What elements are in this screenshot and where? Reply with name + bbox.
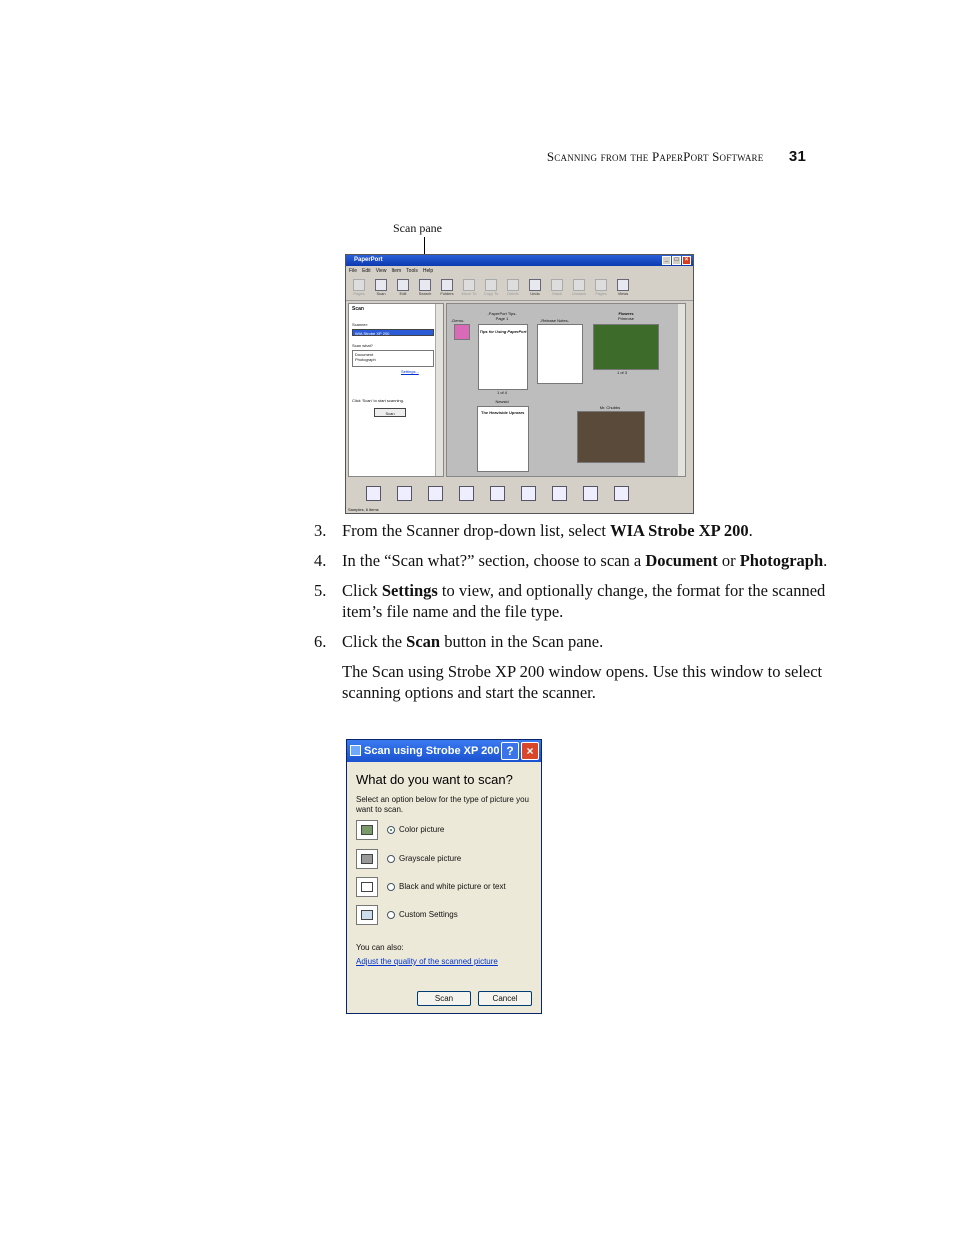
option-color[interactable] [356, 820, 536, 842]
custom-label: Custom Settings [399, 910, 458, 919]
search-icon [419, 279, 431, 291]
text-app-icon[interactable] [459, 486, 474, 501]
menu-file[interactable]: File [349, 268, 358, 274]
folder-icon [441, 279, 453, 291]
tips-thumbnail[interactable] [478, 324, 528, 390]
toolbar-scan[interactable]: Scan [373, 277, 389, 299]
toolbar-undo[interactable]: Undo [527, 277, 543, 299]
paperport-window [345, 254, 694, 514]
status-bar: Samples, 6 items [348, 507, 379, 512]
steps-list [314, 520, 834, 703]
scan-pane [348, 303, 444, 477]
browser-app-icon[interactable] [490, 486, 505, 501]
toolbar-folders[interactable]: Folders [439, 277, 455, 299]
scan-hint: Click 'Scan' to start scanning. [352, 398, 404, 403]
close-icon[interactable]: × [521, 742, 539, 760]
delete-icon [507, 279, 519, 291]
ftp-app-icon[interactable] [521, 486, 536, 501]
copy-icon [485, 279, 497, 291]
menu-bar [346, 267, 693, 276]
move-icon [463, 279, 475, 291]
menu-edit[interactable]: Edit [362, 268, 371, 274]
toolbar-pages-2[interactable]: Pages [593, 277, 609, 299]
edit-icon [397, 279, 409, 291]
stack-icon [551, 279, 563, 291]
dialog-heading: What do you want to scan? [356, 772, 513, 787]
toolbar-stack[interactable]: Stack [549, 277, 565, 299]
pane-scan-button[interactable]: Scan [374, 408, 406, 417]
adjust-quality-link[interactable]: Adjust the quality of the scanned picture [356, 957, 498, 966]
pages-icon [353, 279, 365, 291]
flowers-label: Flowers [618, 311, 634, 316]
tips-pager[interactable]: 1 of 4 [496, 390, 507, 395]
grayscale-label: Grayscale picture [399, 854, 462, 863]
grayscale-picture-icon [356, 849, 378, 869]
toolbar-delete[interactable]: Delete [505, 277, 521, 299]
section-title: Scanning from the PaperPort Software [546, 149, 764, 164]
desktop-scrollbar[interactable] [678, 304, 685, 476]
help-icon[interactable]: ? [501, 742, 519, 760]
tips-doc-title: Tips for Using PaperPort [479, 329, 527, 334]
step-5: 5. Click Settings to view, and optionally change, the format for the scanned item’s file name and the file type. [314, 581, 826, 621]
demo-label: -Demo- [451, 318, 465, 323]
cancel-button[interactable]: Cancel [478, 991, 532, 1006]
toolbar-unstack[interactable]: Unstack [571, 277, 587, 299]
scan-what-list[interactable] [352, 350, 434, 367]
page-number: 31 [788, 148, 806, 165]
demo-thumbnail[interactable] [454, 324, 470, 340]
minimize-icon[interactable]: _ [662, 256, 671, 265]
scanner-app-icon [350, 745, 361, 756]
custom-settings-icon [356, 905, 378, 925]
pages-icon [595, 279, 607, 291]
menu-help[interactable]: Help [422, 268, 434, 274]
paperport-titlebar [346, 255, 693, 266]
unstack-icon [573, 279, 585, 291]
scanner-label: Scanner: [352, 322, 369, 327]
release-thumbnail[interactable] [537, 324, 583, 384]
views-icon [617, 279, 629, 291]
menu-item[interactable]: Item [391, 268, 402, 274]
option-custom[interactable] [356, 905, 536, 927]
close-icon[interactable]: × [682, 256, 691, 265]
dialog-title: Scan using Strobe XP 200 [364, 745, 500, 757]
newsletter-head: The Heaviside Uproars [481, 410, 525, 415]
desktop-view [446, 303, 686, 477]
bw-label: Black and white picture or text [399, 882, 506, 891]
scan-pane-title: Scan [352, 306, 364, 312]
color-radio[interactable] [387, 826, 395, 834]
option-photograph[interactable]: Photograph [355, 357, 376, 362]
body-paragraph: The Scan using Strobe XP 200 window opens. Use this window to select scanning options and start the scanner. [342, 662, 823, 702]
bw-picture-icon [356, 877, 378, 897]
toolbar [346, 277, 693, 301]
note-app-icon[interactable] [614, 486, 629, 501]
tips-page-label: Page 1 [495, 316, 509, 321]
scan-pane-scrollbar[interactable] [435, 304, 443, 476]
grayscale-radio[interactable] [387, 855, 395, 863]
paperport-title: PaperPort [354, 257, 383, 263]
flowers-thumbnail[interactable] [593, 324, 659, 370]
custom-radio[interactable] [387, 911, 395, 919]
recycle-app-icon[interactable] [583, 486, 598, 501]
tips-label: -PaperPort Tips- [487, 311, 517, 316]
scan-what-label: Scan what? [352, 343, 373, 348]
option-document[interactable]: Document [355, 352, 374, 357]
color-picture-icon [356, 820, 378, 840]
menu-tools[interactable]: Tools [406, 268, 418, 274]
dialog-description: Select an option below for the type of picture you want to scan. [356, 795, 529, 814]
window-buttons [662, 256, 691, 265]
cat-thumbnail[interactable] [577, 411, 645, 463]
toolbar-pages[interactable]: Pages [351, 277, 367, 299]
printer-app-icon[interactable] [552, 486, 567, 501]
callout-label: Scan pane [393, 221, 442, 235]
scanner-app-icon[interactable] [366, 486, 381, 501]
scanner-dropdown[interactable]: WIA Strobe XP 200 [352, 329, 434, 336]
bw-radio[interactable] [387, 883, 395, 891]
maximize-icon[interactable]: □ [672, 256, 681, 265]
option-bw[interactable] [356, 877, 536, 899]
flowers-pager[interactable]: 1 of 3 [616, 370, 627, 375]
toolbar-views[interactable]: Views [615, 277, 631, 299]
primrose-label: Primrose [617, 316, 634, 321]
newsid-label: Newsid [495, 399, 509, 404]
paint-app-icon[interactable] [397, 486, 412, 501]
scan-button[interactable]: Scan [417, 991, 471, 1006]
notepad-app-icon[interactable] [428, 486, 443, 501]
toolbar-move-to[interactable]: Move To [461, 277, 477, 299]
settings-link[interactable]: Settings... [401, 369, 419, 374]
toolbar-copy-to[interactable]: Copy To [483, 277, 499, 299]
option-grayscale[interactable] [356, 849, 536, 871]
toolbar-search[interactable]: Search [417, 277, 433, 299]
release-label: -Release Notes- [540, 318, 569, 323]
step-6: 6. Click the Scan button in the Scan pane. [314, 632, 604, 651]
send-to-bar [348, 479, 691, 507]
step-4: 4. In the “Scan what?” section, choose to scan a Document or Photograph. [314, 551, 828, 570]
running-header [0, 148, 806, 165]
toolbar-edit[interactable]: Edit [395, 277, 411, 299]
undo-icon [529, 279, 541, 291]
step-3: 3. From the Scanner drop-down list, select WIA Strobe XP 200. [314, 521, 753, 540]
color-label: Color picture [399, 825, 445, 834]
newsletter-thumbnail[interactable] [477, 406, 529, 472]
also-label: You can also: [356, 943, 404, 952]
scan-dialog [346, 739, 542, 1014]
scan-icon [375, 279, 387, 291]
menu-view[interactable]: View [375, 268, 387, 274]
cat-label: Mr. Chubbs [599, 405, 621, 410]
